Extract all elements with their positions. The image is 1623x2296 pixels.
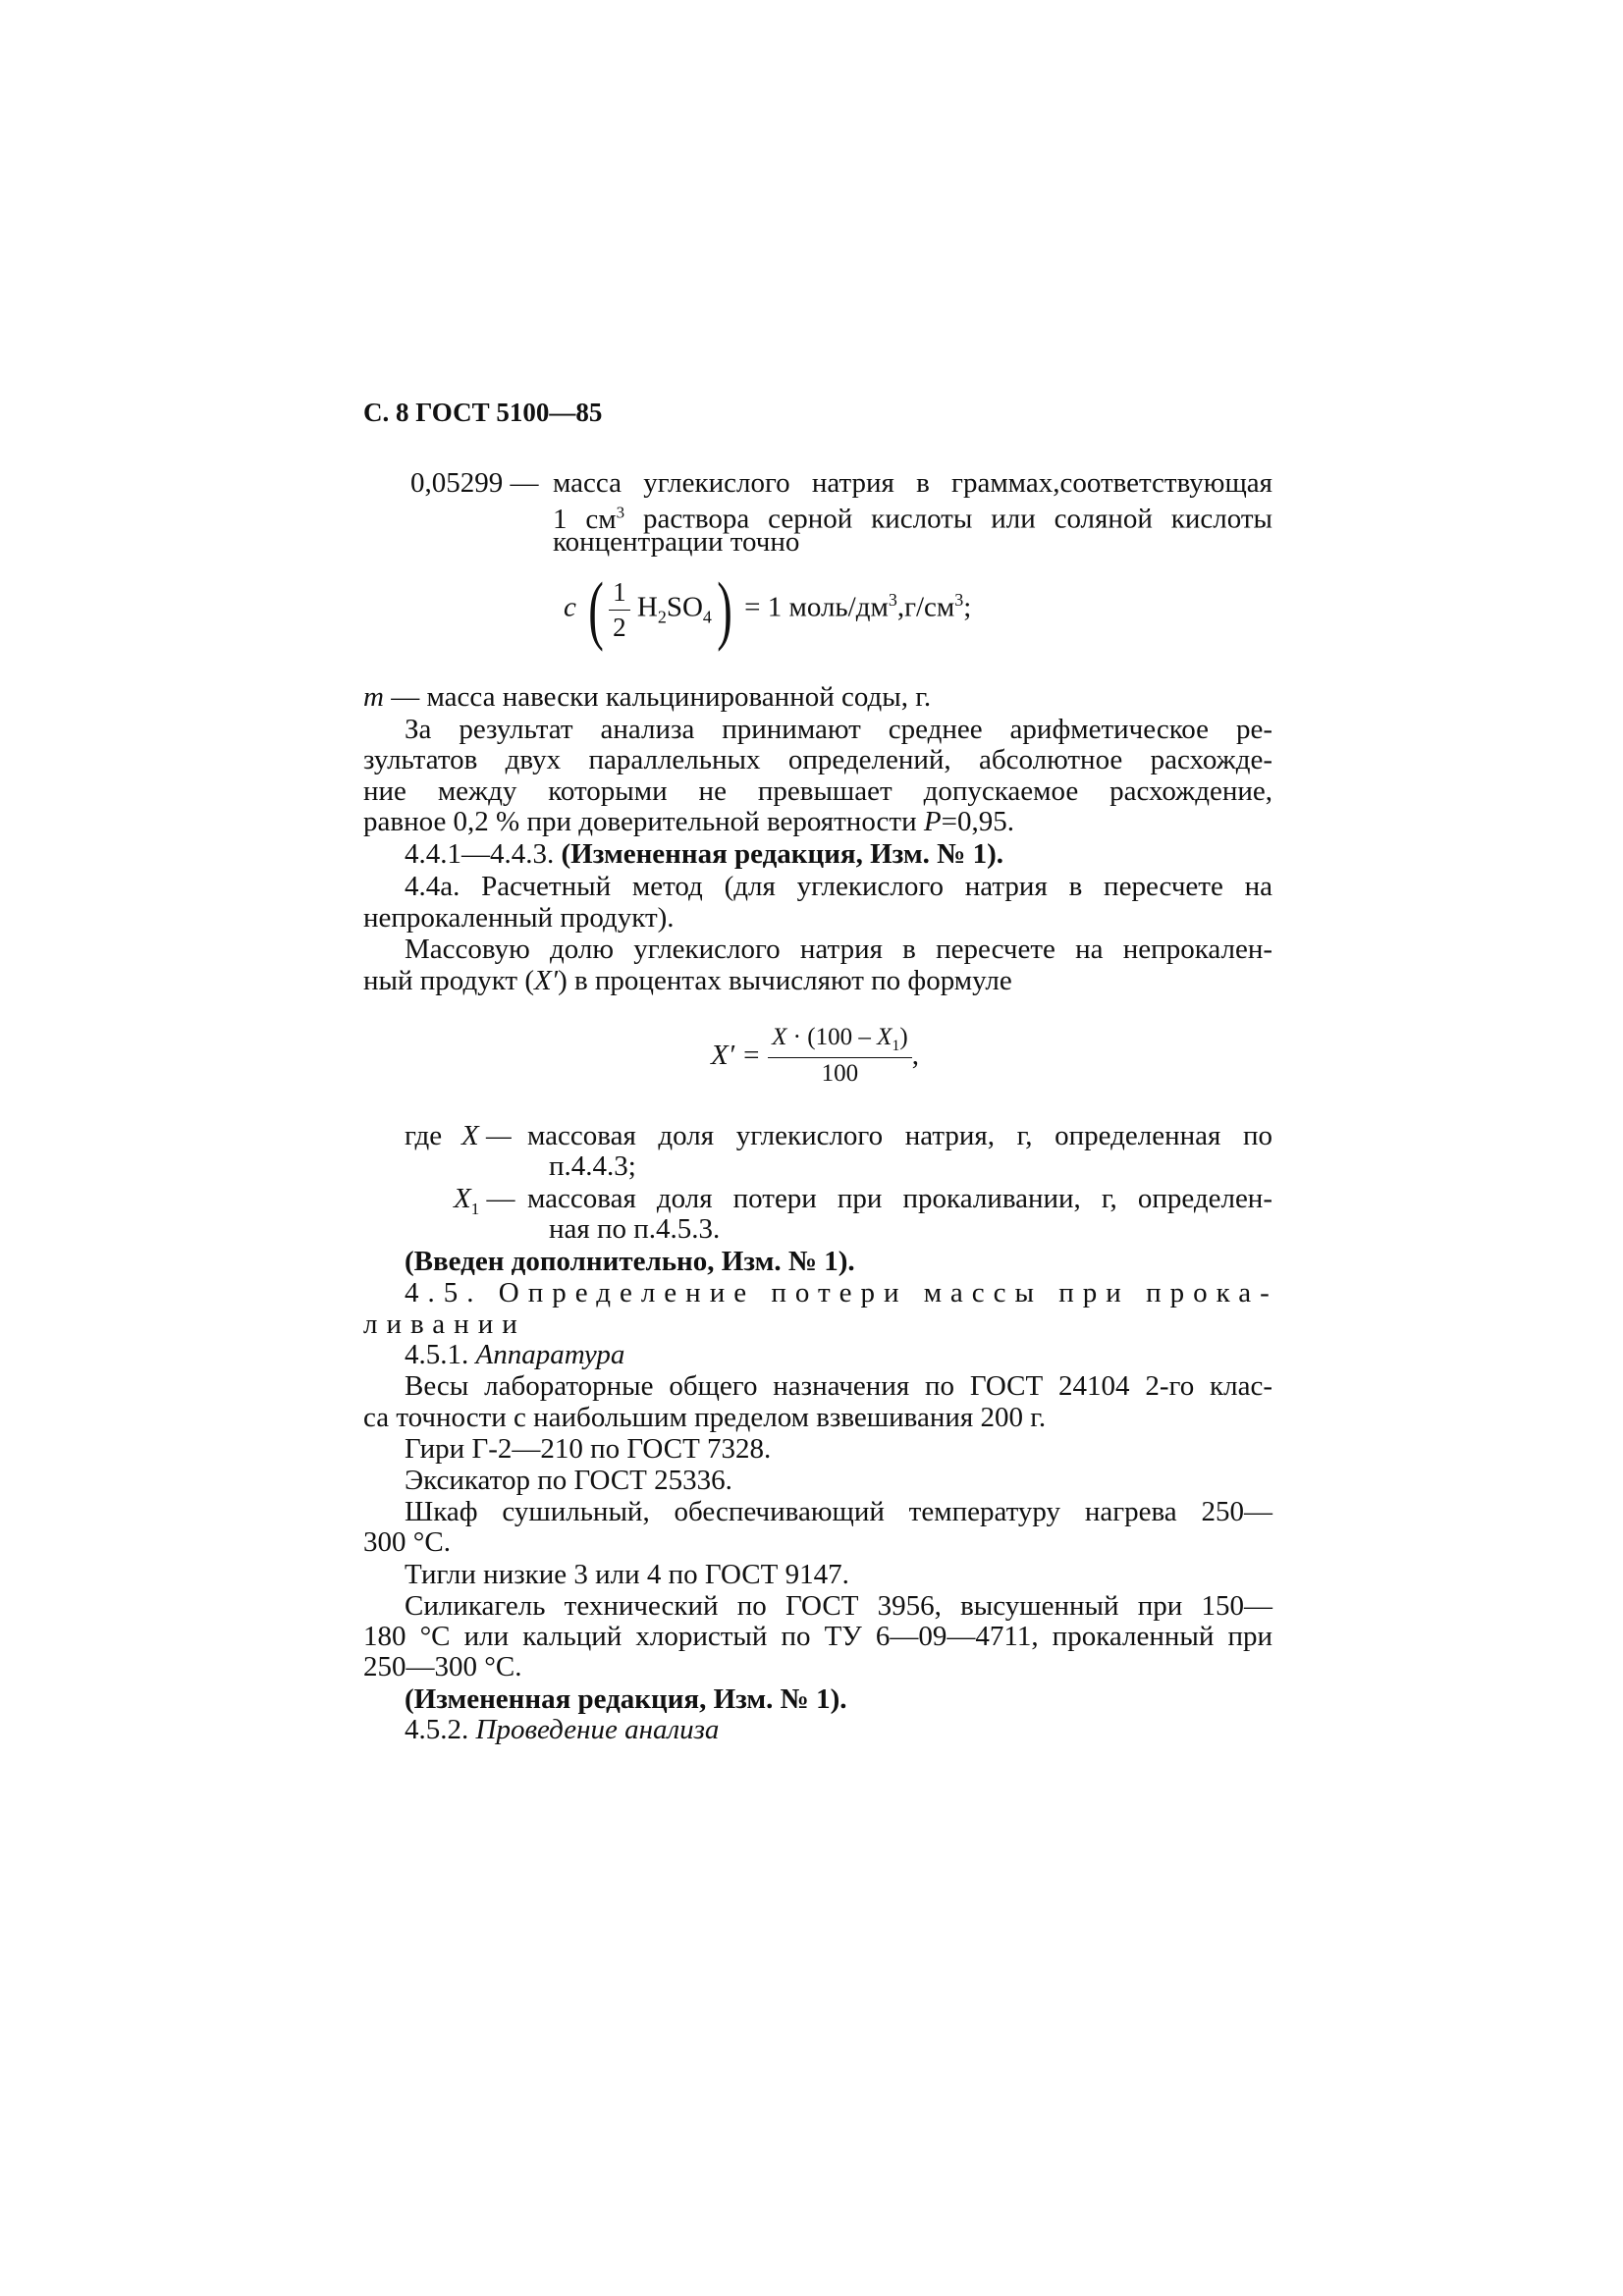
m-definition: m — масса навески кальцинированной соды, г. (363, 681, 932, 713)
amendment-note-2: (Измененная редакция, Изм. № 1). (405, 1683, 847, 1715)
section-4-5-line-1: 4.5. Определение потери массы при прока- (405, 1277, 1278, 1308)
equip-line-2: са точности с наибольшим пределом взвешивания 200 г. (363, 1402, 1047, 1433)
equip-line-9: 180 °С или кальций хлористый по ТУ 6—09—4711, прокаленный при (363, 1621, 1272, 1652)
formula-x-prime: X′ = $\frac{X \cdot (100 - X_1)}{100}$ , (711, 1024, 919, 1087)
formula-concentration: c ( $\frac{1}{2}$ $H_2SO_4) = 1$ моль/$дм^3,г/см^3$; (564, 566, 972, 652)
def-term: 0,05299 — (410, 467, 539, 499)
result-para-line-1: За результат анализа принимают среднее арифметическое ре- (405, 714, 1272, 745)
equip-line-3: Гири Г-2—210 по ГОСТ 7328. (405, 1433, 772, 1465)
mass-para-line-2: ный продукт (X′) в процентах вычисляют по формуле (363, 965, 1012, 996)
equip-line-4: Эксикатор по ГОСТ 25336. (405, 1465, 732, 1496)
unit-cm3: 1 $см^3$ (553, 503, 625, 535)
where-x1-line-2: ная по п.4.5.3. (549, 1213, 721, 1245)
page-header: С. 8 ГОСТ 5100—85 (363, 398, 603, 427)
equip-line-8: Силикагель технический по ГОСТ 3956, высушенный при 150— (405, 1590, 1272, 1622)
equip-line-7: Тигли низкие 3 или 4 по ГОСТ 9147. (405, 1559, 849, 1590)
amendment-note-1: 4.4.1—4.4.3. (Измененная редакция, Изм. № 1). (405, 838, 1003, 870)
result-para-line-4: равное 0,2 % при доверительной вероятности P=0,95. (363, 806, 1014, 837)
s44a-line-1: 4.4а. Расчетный метод (для углекислого натрия в пересчете на (405, 871, 1272, 902)
def-line-3: концентрации точно (553, 526, 800, 558)
section-4-5-1-heading: 4.5.1. Аппаратура (405, 1339, 625, 1370)
def-line-2: 1 $см^3$ раствора серной кислоты или соляной кислоты (553, 503, 1273, 535)
s44a-line-2: непрокаленный продукт). (363, 902, 675, 934)
def-line-1: масса углекислого натрия в граммах,соответствующая (553, 467, 1272, 499)
where-x-line-2: п.4.4.3; (549, 1150, 636, 1182)
introduced-note: (Введен дополнительно, Изм. № 1). (405, 1246, 855, 1277)
result-para-line-3: ние между которыми не превышает допускаемое расхождение, (363, 775, 1272, 807)
equip-line-10: 250—300 °С. (363, 1651, 522, 1682)
section-4-5-line-2: ливании (363, 1308, 526, 1340)
section-4-5-2-heading: 4.5.2. Проведение анализа (405, 1714, 720, 1745)
where-x1-line-1: массовая доля потери при прокаливании, г, определен- (527, 1183, 1272, 1214)
where-x-line-1: массовая доля углекислого натрия, г, определенная по (527, 1120, 1272, 1151)
result-para-line-2: зультатов двух параллельных определений, абсолютное расхожде- (363, 744, 1272, 775)
equip-line-6: 300 °С. (363, 1526, 451, 1558)
equip-line-1: Весы лабораторные общего назначения по ГОСТ 24104 2-го клас- (405, 1370, 1272, 1402)
mass-para-line-1: Массовую долю углекислого натрия в пересчете на непрокален- (405, 934, 1272, 965)
where-label: где (405, 1120, 443, 1151)
where-x-var: X — (461, 1120, 512, 1151)
where-x1-var: $X_1$ — (454, 1183, 515, 1218)
equip-line-5: Шкаф сушильный, обеспечивающий температуру нагрева 250— (405, 1496, 1272, 1527)
